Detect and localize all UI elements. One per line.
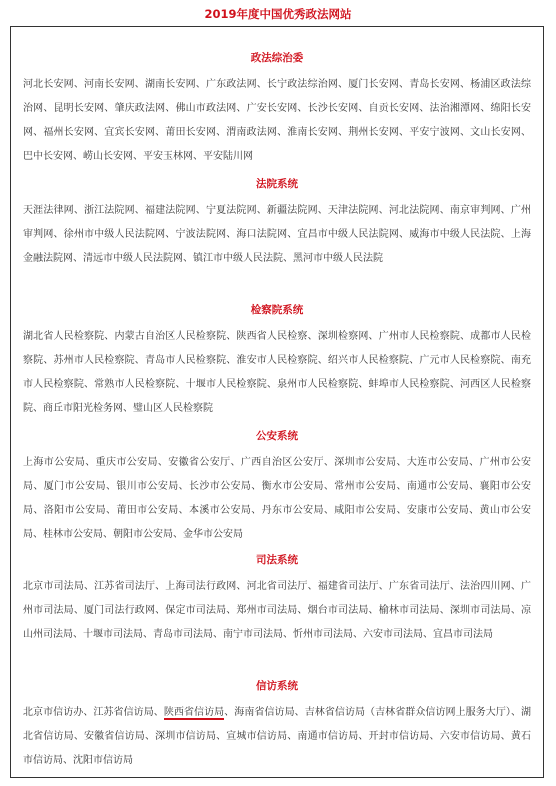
section-police bbox=[23, 429, 531, 547]
section-body: 上海市公安局、重庆市公安局、安徽省公安厅、广西自治区公安厅、深圳市公安局、大连市公安局、广州市公安局、厦门市公安局、银川市公安局、长沙市公安局、衡水市公安局、常州市公安局、南通市公安局、襄阳市公安局、洛阳市公安局、莆田市公安局、本溪市公安局、丹东市公安局、咸阳市公安局、安康市公安局、黄山市公安局、桂林市公安局、朝阳市公安局、金华市公安局 bbox=[23, 457, 531, 540]
page-title: 2019年度中国优秀政法网站 bbox=[204, 7, 352, 21]
section-heading: 信访系统 bbox=[256, 680, 298, 692]
section-heading: 政法综治委 bbox=[250, 52, 304, 64]
section-body-text: 、海南省信访局、吉林省信访局（吉林省群众信访网上服务大厅）、湖北省信访局、安徽省信访局、深圳市信访局、宣城市信访局、南通市信访局、开封市信访局、六安市信访局、黄石市信访局、沈阳市信访局 bbox=[23, 707, 532, 766]
section-body: 湖北省人民检察院、内蒙古自治区人民检察院、陕西省人民检察、深圳检察网、广州市人民检察院、成都市人民检察院、苏州市人民检察院、青岛市人民检察院、淮安市人民检察院、绍兴市人民检察院、广元市人民检察院、南充市人民检察院、常熟市人民检察院、十堰市人民检察院、泉州市人民检察院、蚌埠市人民检察院、河西区人民检察院、商丘市阳光检务网、璧山区人民检察院 bbox=[23, 331, 531, 414]
section-heading: 检察院系统 bbox=[250, 304, 304, 316]
section-procuratorate bbox=[23, 303, 531, 421]
section-petition bbox=[23, 679, 531, 773]
highlighted-entry: 陕西省信访局 bbox=[163, 707, 225, 718]
section-body-text: 北京市信访办、江苏省信访局、 bbox=[23, 707, 164, 718]
section-body: 河北长安网、河南长安网、湖南长安网、广东政法网、长宁政法综治网、厦门长安网、青岛长安网、杨浦区政法综治网、昆明长安网、肇庆政法网、佛山市政法网、广安长安网、长沙长安网、自贡长安网、法治湘潭网、绵阳长安网、福州长安网、宜宾长安网、莆田长安网、渭南政法网、淮南长安网、荆州长安网、平安宁波网、文山长安网、巴中长安网、崂山长安网、平安玉林网、平安陆川网 bbox=[23, 79, 531, 162]
content-frame bbox=[10, 26, 544, 778]
section-zhengfa bbox=[23, 51, 531, 169]
section-body: 北京市司法局、江苏省司法厅、上海司法行政网、河北省司法厅、福建省司法厅、广东省司法厅、法治四川网、广州市司法局、厦门司法行政网、保定市司法局、郑州市司法局、烟台市司法局、榆林市司法局、深圳市司法局、凉山州司法局、十堰市司法局、青岛市司法局、南宁市司法局、忻州市司法局、六安市司法局、宜昌市司法局 bbox=[23, 581, 531, 640]
section-heading: 司法系统 bbox=[256, 554, 298, 566]
section-heading: 公安系统 bbox=[256, 430, 298, 442]
section-court bbox=[23, 177, 531, 271]
section-heading: 法院系统 bbox=[256, 178, 298, 190]
section-body bbox=[23, 701, 531, 773]
section-body: 天涯法律网、浙江法院网、福建法院网、宁夏法院网、新疆法院网、天津法院网、河北法院网、南京审判网、广州审判网、徐州市中级人民法院网、宁波法院网、海口法院网、宜昌市中级人民法院网、威海市中级人民法院、上海金融法院网、清远市中级人民法院网、镇江市中级人民法院、黑河市中级人民法院 bbox=[23, 205, 531, 264]
section-justice bbox=[23, 553, 531, 647]
